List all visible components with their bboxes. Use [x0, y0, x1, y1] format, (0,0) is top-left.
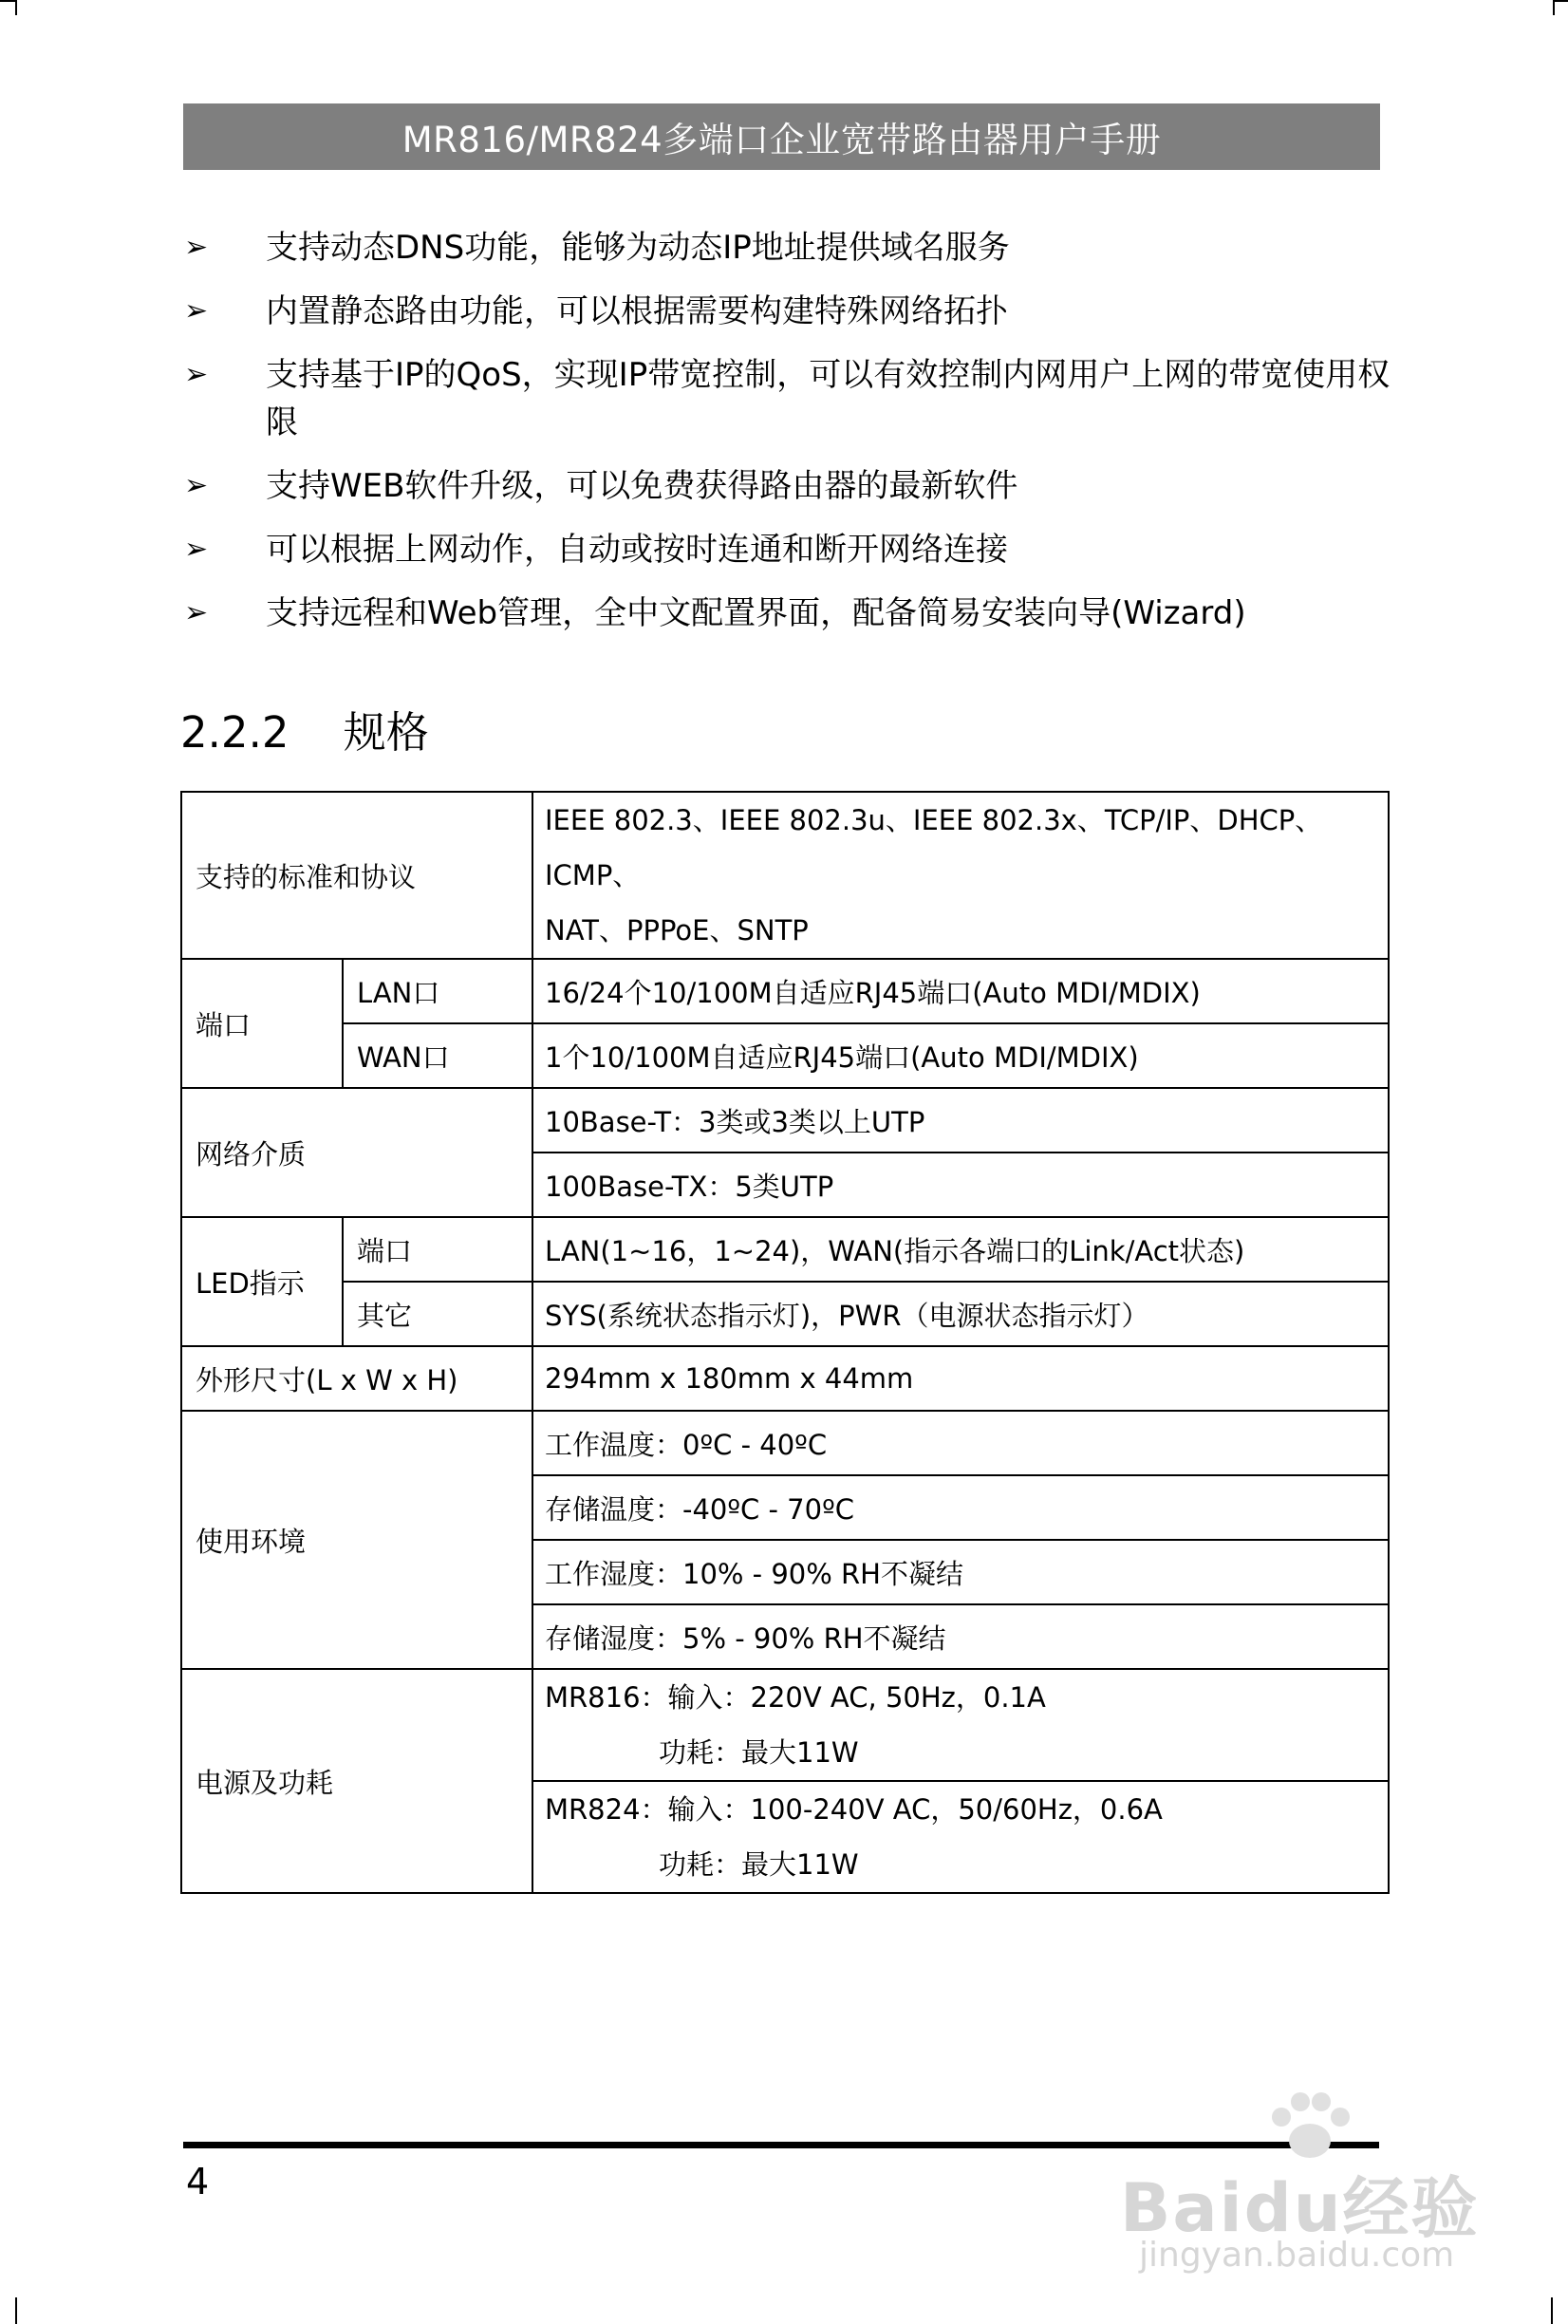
section-heading: 2.2.2 规格: [180, 707, 429, 758]
size-value: 294mm x 180mm x 44mm: [532, 1346, 1389, 1411]
power-mr824: MR824：输入：100-240V AC，50/60Hz，0.6A 功耗：最大11W: [532, 1781, 1389, 1893]
watermark-logo-text: Baidu经验: [1120, 2169, 1480, 2247]
wan-label: WAN口: [343, 1023, 532, 1088]
arrow-bullet-icon: ➢: [184, 231, 209, 264]
list-item: ➢ 支持远程和Web管理，全中文配置界面，配备简易安装向导(Wizard): [180, 590, 1395, 637]
arrow-bullet-icon: ➢: [184, 533, 209, 566]
led-port-value: LAN(1~16，1~24)，WAN(指示各端口的Link/Act状态): [532, 1217, 1389, 1282]
crop-mark-bottom-right-v: [1551, 2297, 1553, 2324]
spec-table: [180, 791, 1390, 1894]
arrow-bullet-icon: ➢: [184, 596, 209, 629]
table-row: [181, 959, 1389, 1023]
led-port-label: 端口: [343, 1217, 532, 1282]
page-number: 4: [186, 2161, 210, 2202]
crop-mark-top-left-h: [0, 0, 15, 2]
table-row: [181, 1023, 1389, 1088]
watermark-url: jingyan.baidu.com: [1139, 2236, 1455, 2275]
env-value-4: 存储湿度：5% - 90% RH不凝结: [532, 1604, 1389, 1669]
crop-mark-top-left-v: [15, 0, 17, 15]
list-item: ➢ 支持WEB软件升级，可以免费获得路由器的最新软件: [180, 462, 1395, 510]
wan-value: 1个10/100M自适应RJ45端口(Auto MDI/MDIX): [532, 1023, 1389, 1088]
list-item: ➢ 支持动态DNS功能，能够为动态IP地址提供域名服务: [180, 224, 1395, 272]
lan-label: LAN口: [343, 959, 532, 1023]
ports-label: 端口: [181, 959, 343, 1088]
media-value-2: 100Base-TX：5类UTP: [532, 1153, 1389, 1217]
size-label: 外形尺寸(L x W x H): [181, 1346, 532, 1411]
env-value-2: 存储温度：-40ºC - 70ºC: [532, 1475, 1389, 1540]
table-row: [181, 1669, 1389, 1781]
env-label: 使用环境: [181, 1411, 532, 1669]
feature-list: [180, 224, 1395, 653]
media-value-1: 10Base-T：3类或3类以上UTP: [532, 1088, 1389, 1153]
table-row: [181, 1411, 1389, 1475]
led-other-value: SYS(系统状态指示灯)，PWR（电源状态指示灯）: [532, 1282, 1389, 1346]
table-row: [181, 1282, 1389, 1346]
table-row: [181, 1346, 1389, 1411]
arrow-bullet-icon: ➢: [184, 358, 209, 391]
power-mr816: MR816：输入：220V AC, 50Hz，0.1A 功耗：最大11W: [532, 1669, 1389, 1781]
list-item: ➢ 内置静态路由功能，可以根据需要构建特殊网络拓扑: [180, 288, 1395, 335]
power-label: 电源及功耗: [181, 1669, 532, 1893]
header-title: MR816/MR824多端口企业宽带路由器用户手册: [183, 103, 1380, 170]
led-other-label: 其它: [343, 1282, 532, 1346]
standards-label: 支持的标准和协议: [181, 792, 532, 959]
list-item: ➢ 可以根据上网动作，自动或按时连通和断开网络连接: [180, 526, 1395, 573]
crop-mark-top-right-h: [1553, 0, 1568, 2]
crop-mark-bottom-left-v: [15, 2297, 17, 2324]
arrow-bullet-icon: ➢: [184, 469, 209, 502]
paw-icon: [1253, 2089, 1367, 2165]
list-item: ➢ 支持基于IP的QoS，实现IP带宽控制，可以有效控制内网用户上网的带宽使用权限: [180, 351, 1395, 446]
watermark: [1120, 2089, 1500, 2297]
led-label: LED指示: [181, 1217, 343, 1346]
table-row: [181, 792, 1389, 959]
env-value-1: 工作温度：0ºC - 40ºC: [532, 1411, 1389, 1475]
standards-value: IEEE 802.3、IEEE 802.3u、IEEE 802.3x、TCP/IP、DHCP、ICMP、 NAT、PPPoE、SNTP: [532, 792, 1389, 959]
lan-value: 16/24个10/100M自适应RJ45端口(Auto MDI/MDIX): [532, 959, 1389, 1023]
media-label: 网络介质: [181, 1088, 532, 1217]
arrow-bullet-icon: ➢: [184, 294, 209, 328]
crop-mark-top-right-v: [1553, 0, 1555, 15]
table-row: [181, 1217, 1389, 1282]
table-row: [181, 1088, 1389, 1153]
env-value-3: 工作湿度：10% - 90% RH不凝结: [532, 1540, 1389, 1604]
